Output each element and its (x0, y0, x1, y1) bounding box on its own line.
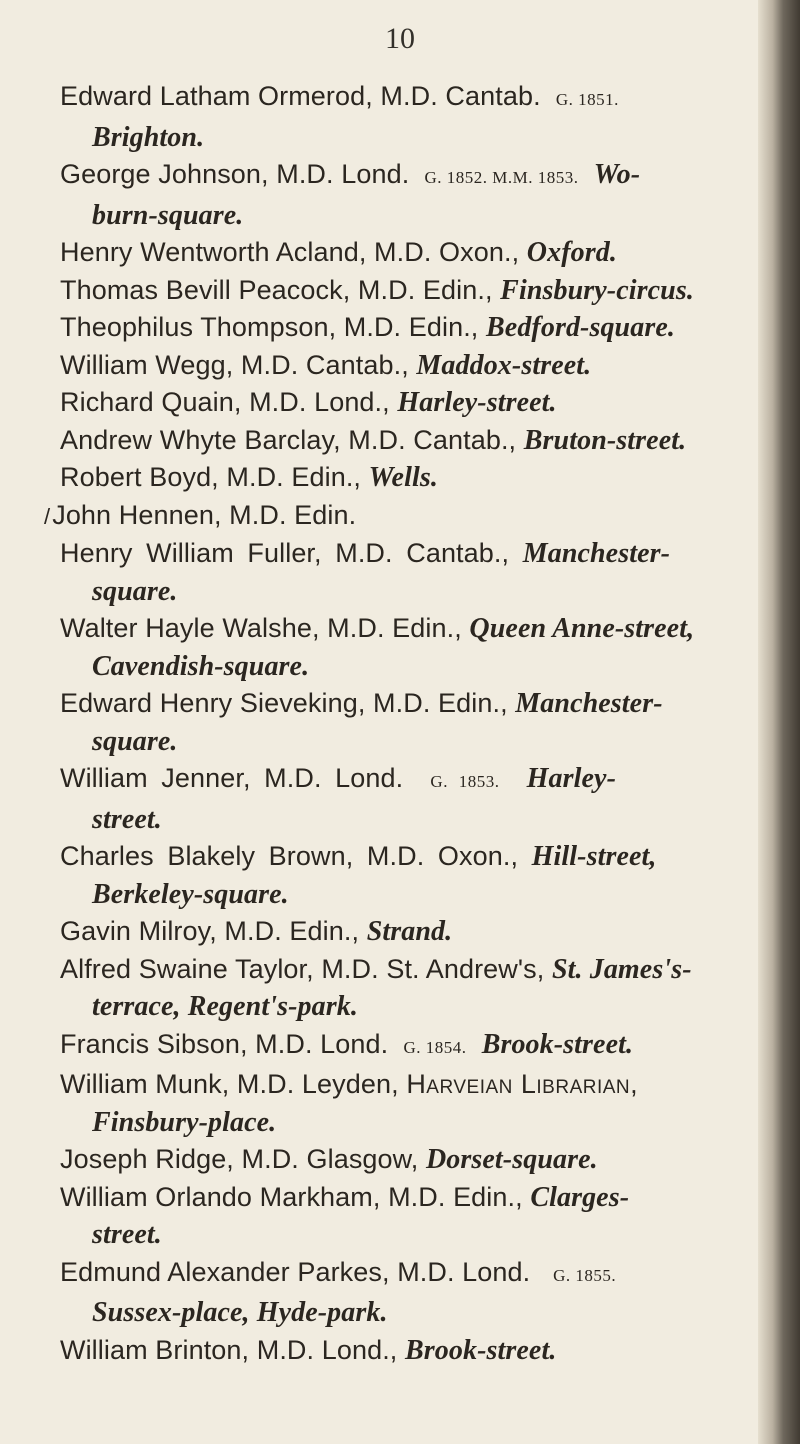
fellow-name: Edward Henry Sieveking, M.D. Edin., (60, 688, 508, 718)
fellow-name: Edward Latham Ormerod, M.D. Cantab. (60, 81, 541, 111)
fellow-name: Robert Boyd, M.D. Edin., (60, 462, 362, 492)
list-item (60, 838, 770, 913)
address: Hill-street, (531, 841, 657, 872)
year-note: G. 1851. (555, 90, 619, 109)
list-item (60, 1141, 770, 1179)
fellow-name: Joseph Ridge, M.D. Glasgow, (60, 1144, 419, 1174)
list-item (60, 459, 770, 497)
list-item (60, 347, 770, 385)
address: Harley- (526, 763, 616, 794)
address: Queen Anne-street, (469, 613, 695, 644)
list-item (60, 1026, 770, 1067)
fellow-name: George Johnson, M.D. Lond. (60, 159, 410, 189)
address: Wo- (593, 159, 641, 190)
list-item (60, 234, 770, 272)
list-item (60, 1332, 770, 1370)
fellows-list (44, 78, 770, 1369)
fellow-name: William Jenner, M.D. Lond. (60, 763, 404, 793)
address: Berkeley-square. (92, 878, 289, 910)
address: Oxford. (526, 237, 617, 268)
list-item (60, 384, 770, 422)
page-number: 10 (385, 22, 415, 55)
address: Manchester- (515, 688, 663, 719)
list-item (60, 1179, 770, 1254)
fellow-name: Walter Hayle Walshe, M.D. Edin., (60, 613, 462, 643)
fellow-name: Henry William Fuller, M.D. Cantab., (60, 538, 510, 568)
address: Bruton-street. (523, 424, 687, 456)
list-item (60, 422, 770, 460)
fellow-name: Francis Sibson, M.D. Lond. (60, 1028, 389, 1059)
year-note: G. 1852. M.M. 1853. (424, 168, 579, 187)
fellow-name: Andrew Whyte Barclay, M.D. Cantab., (60, 424, 517, 455)
address: Bedford-square. (486, 312, 675, 343)
fellow-name: John Hennen, M.D. Edin. (52, 499, 357, 530)
year-note: G. 1853. (430, 772, 500, 791)
fellow-name: Gavin Milroy, M.D. Edin., (60, 916, 360, 946)
year-note: G. 1855. (553, 1265, 617, 1285)
fellow-name: Alfred Swaine Taylor, M.D. St. Andrew's, (60, 953, 545, 984)
fellow-name: Theophilus Thompson, M.D. Edin., (60, 312, 479, 342)
address: Dorset-square. (425, 1144, 598, 1175)
list-item (44, 497, 770, 536)
fellow-name: Richard Quain, M.D. Lond., (60, 387, 390, 417)
address: Brighton. (92, 121, 205, 153)
fellow-name: William Wegg, M.D. Cantab., (60, 349, 409, 380)
list-item (60, 685, 770, 760)
year-note: G. 1854. (403, 1037, 467, 1057)
list-item (60, 156, 770, 234)
office-title: Harveian Librarian, (406, 1069, 639, 1099)
list-item (60, 1254, 770, 1332)
address: Sussex-place, Hyde-park. (92, 1297, 388, 1328)
address: burn-square. (92, 199, 244, 231)
address: Finsbury-place. (92, 1106, 277, 1138)
fellow-name: Henry Wentworth Acland, M.D. Oxon., (60, 237, 520, 267)
address: street. (92, 1219, 162, 1250)
fellow-name: William Brinton, M.D. Lond., (60, 1334, 398, 1365)
address: Brook-street. (405, 1334, 557, 1366)
list-item (60, 1066, 770, 1141)
address: Strand. (366, 916, 453, 947)
fellow-name: Charles Blakely Brown, M.D. Oxon., (60, 841, 519, 871)
fellow-name: William Orlando Markham, M.D. Edin., (60, 1181, 523, 1212)
address: Manchester- (522, 538, 671, 569)
list-item (60, 535, 770, 610)
address: Wells. (368, 462, 438, 493)
address: St. James's- (551, 953, 692, 985)
list-item (60, 760, 770, 838)
address: Maddox-street. (416, 349, 592, 381)
list-item (60, 272, 770, 310)
list-item (60, 309, 770, 347)
list-item (60, 913, 770, 951)
list-item (60, 951, 770, 1026)
handwritten-tick-mark: / (44, 503, 51, 529)
list-item (60, 610, 770, 685)
address: square. (92, 725, 178, 757)
fellow-name: Thomas Bevill Peacock, M.D. Edin., (60, 274, 493, 305)
fellow-name: Edmund Alexander Parkes, M.D. Lond. (60, 1256, 531, 1287)
address: Brook-street. (481, 1028, 634, 1060)
list-item (60, 78, 770, 156)
address: Finsbury-circus. (500, 274, 694, 306)
address: terrace, Regent's-park. (92, 991, 358, 1022)
address: Clarges- (530, 1181, 630, 1213)
address: square. (92, 575, 178, 607)
fellow-name: William Munk, M.D. Leyden, (60, 1069, 399, 1099)
address: Harley-street. (397, 387, 557, 418)
address: Cavendish-square. (92, 650, 310, 682)
address: street. (92, 803, 162, 835)
